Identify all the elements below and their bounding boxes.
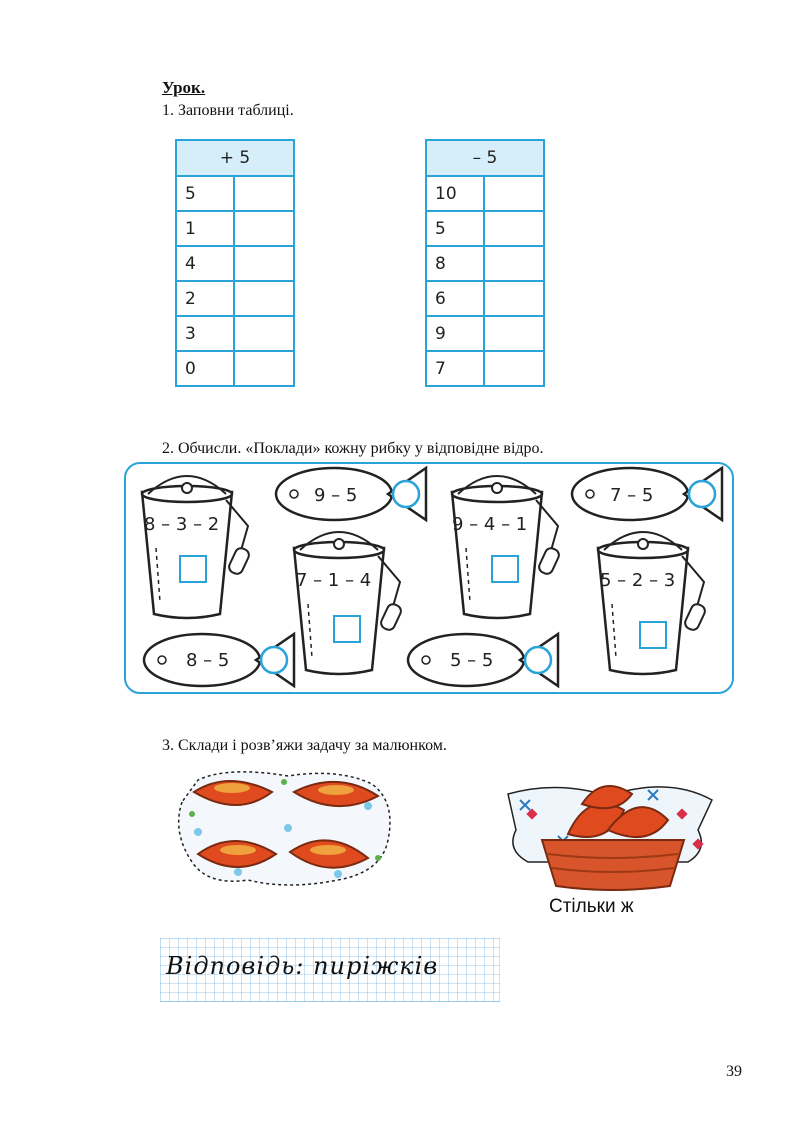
table-cell-number: 3 <box>176 316 234 351</box>
table-cell-number: 7 <box>426 351 484 386</box>
table-minus-five <box>425 139 545 387</box>
answer-cell[interactable] <box>234 176 294 211</box>
answer-cell[interactable] <box>484 211 544 246</box>
answer-cell[interactable] <box>234 211 294 246</box>
answer-box[interactable] <box>334 616 360 642</box>
table-cell-number: 6 <box>426 281 484 316</box>
table-cell-number: 2 <box>176 281 234 316</box>
page-number: 39 <box>726 1063 742 1080</box>
task-3-text: 3. Склади і розв’яжи задачу за малюнком. <box>162 737 447 754</box>
fish-expression: 7 – 5 <box>610 485 654 506</box>
table-header: – 5 <box>426 140 544 176</box>
basket-caption: Стільки ж <box>549 896 634 917</box>
answer-cell[interactable] <box>484 246 544 281</box>
table-cell-number: 8 <box>426 246 484 281</box>
bucket-expression: 7 – 1 – 4 <box>296 570 372 591</box>
answer-box[interactable] <box>640 622 666 648</box>
fish-expression: 9 – 5 <box>314 485 358 506</box>
table-cell-number: 9 <box>426 316 484 351</box>
table-cell-number: 0 <box>176 351 234 386</box>
table-header: + 5 <box>176 140 294 176</box>
bucket-3[interactable] <box>452 476 561 618</box>
table-cell-number: 5 <box>426 211 484 246</box>
bucket-4[interactable] <box>598 532 707 674</box>
fish-2[interactable] <box>572 468 722 520</box>
table-cell-number: 1 <box>176 211 234 246</box>
answer-box[interactable] <box>180 556 206 582</box>
table-cell-number: 10 <box>426 176 484 211</box>
fish-4[interactable] <box>408 634 558 686</box>
answer-cell[interactable] <box>234 281 294 316</box>
answer-cell[interactable] <box>484 176 544 211</box>
bucket-expression: 9 – 4 – 1 <box>452 514 528 535</box>
answer-cell[interactable] <box>234 316 294 351</box>
buckets-and-fish-illustration <box>124 462 734 694</box>
fish-3[interactable] <box>144 634 294 686</box>
pies-on-napkin-illustration <box>168 762 400 892</box>
answer-cell[interactable] <box>234 351 294 386</box>
table-cell-number: 4 <box>176 246 234 281</box>
task-2-text: 2. Обчисли. «Поклади» кожну рибку у відповідне відро. <box>162 440 544 457</box>
answer-cell[interactable] <box>484 351 544 386</box>
fish-expression: 8 – 5 <box>186 650 230 671</box>
answer-cell[interactable] <box>484 281 544 316</box>
fish-expression: 5 – 5 <box>450 650 494 671</box>
table-plus-five <box>175 139 295 387</box>
bucket-expression: 5 – 2 – 3 <box>600 570 676 591</box>
bucket-2[interactable] <box>294 532 403 674</box>
fish-1[interactable] <box>276 468 426 520</box>
answer-cell[interactable] <box>484 316 544 351</box>
pies-in-basket-illustration <box>498 770 720 894</box>
bucket-1[interactable] <box>142 476 251 618</box>
answer-cell[interactable] <box>234 246 294 281</box>
table-cell-number: 5 <box>176 176 234 211</box>
lesson-title: Урок. <box>162 78 206 97</box>
task-1-text: 1. Заповни таблиці. <box>162 102 294 119</box>
bucket-expression: 8 – 3 – 2 <box>144 514 220 535</box>
answer-line: Відповідь: пиріжків <box>166 952 439 980</box>
answer-box[interactable] <box>492 556 518 582</box>
